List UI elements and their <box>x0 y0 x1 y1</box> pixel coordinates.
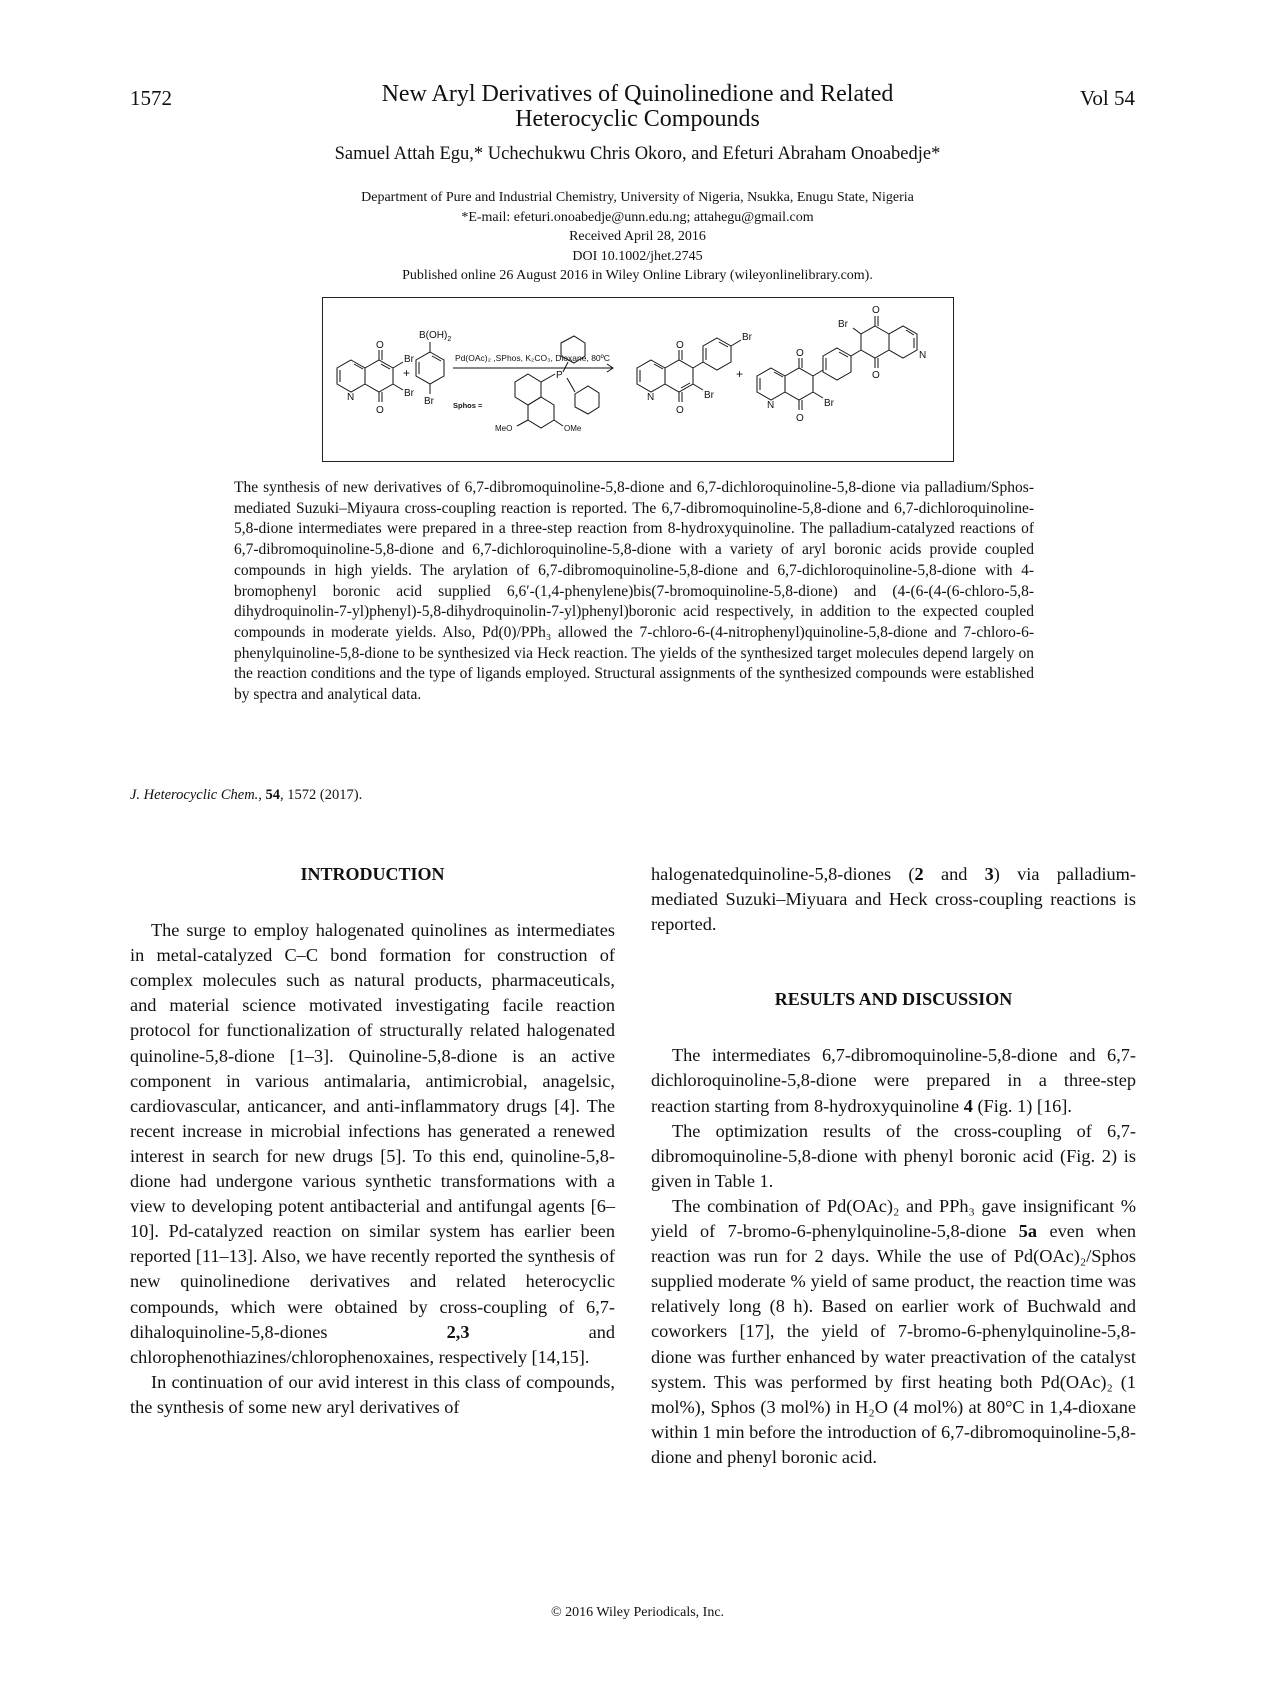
boronic-acid-subscript: 2 <box>447 336 452 343</box>
atom-ome: OMe <box>564 424 582 433</box>
intro-continuation <box>651 862 1136 937</box>
atom-br-3: Br <box>424 396 434 407</box>
intro-heading: INTRODUCTION <box>300 864 445 884</box>
reaction-scheme <box>322 297 954 462</box>
title-line-2: Heterocyclic Compounds <box>515 106 760 132</box>
email: *E-mail: efeturi.onoabedje@unn.edu.ng; attahegu@gmail.com <box>461 209 814 225</box>
scheme-plus-1: + <box>403 366 411 380</box>
citation-volume: 54 <box>265 787 281 803</box>
atom-o-6: O <box>796 413 804 424</box>
intro-p1-bold: 2,3 <box>446 1321 470 1342</box>
atom-n-1: N <box>347 392 355 403</box>
journal-citation <box>130 787 362 804</box>
article-meta <box>0 188 1275 286</box>
article-title <box>0 82 1275 132</box>
atom-o-7: O <box>872 305 880 316</box>
atom-o-4: O <box>676 405 684 416</box>
atom-n-4: N <box>919 350 927 361</box>
boronic-acid-label <box>419 330 451 343</box>
atom-br-5: Br <box>742 332 752 343</box>
r3b: 5a <box>1018 1221 1038 1242</box>
intro-paragraph-1 <box>130 918 615 1370</box>
published-line: Published online 26 August 2016 in Wiley Online Library (wileyonlinelibrary.com). <box>402 268 873 284</box>
atom-o-5: O <box>796 348 804 359</box>
scheme-plus-2: + <box>736 367 744 381</box>
r3a: The combination of Pd(OAc)₂ and PPh₃ gave insignificant % yield of 7-bromo-6-phenylquinoline-5,8-dione <box>651 1195 1136 1242</box>
received-date: Received April 28, 2016 <box>569 229 706 245</box>
volume-label: Vol 54 <box>1079 86 1135 110</box>
atom-o-8: O <box>872 370 880 381</box>
r1b: 4 <box>963 1095 973 1116</box>
results-paragraph-3 <box>651 1194 1136 1470</box>
cont-b1: 2 <box>914 864 924 884</box>
atom-meo: MeO <box>495 424 513 433</box>
cont-b2: 3 <box>984 864 994 884</box>
reaction-conditions: Pd(OAc)₂ ,SPhos, K₂CO₃, Dioxane, 80ºC <box>455 353 610 363</box>
atom-br-6: Br <box>824 398 834 409</box>
results-paragraph-1 <box>651 1043 1136 1118</box>
abstract: The synthesis of new derivatives of 6,7-dibromoquinoline-5,8-dione and 6,7-dichloroquinoline-5,8-dione via palladium/Sphos-mediated Suzuki–Miyaura cross-coupling reaction is reported. The 6,7-dibromoquinoline-5,8-dione and 6,7-dichloroquinoline-5,8-dione intermediates were prepared in a three-step reaction from 8-hydroxyquinoline. The palladium-catalyzed reactions of 6,7-dibromoquinoline-5,8-dione and 6,7-dichloroquinoline-5,8-dione with a variety of aryl boronic acids provide coupled compounds in high yields. The arylation of 6,7-dibromoquinoline-5,8-dione and 6,7-dichloroquinoline-5,8-dione with 4-bromophenyl boronic acid supplied 6,6′-(1,4-phenylene)bis(7-bromoquinoline-5,8-dione) and (4-(6-(4-(6-chloro-5,8-dihydroquinolin-7-yl)phenyl)-5,8-dihydroquinolin-7-yl)phenyl)boronic acid respectively, in addition to the expected coupled compounds in moderate yields. Also, Pd(0)/PPh₃ allowed the 7-chloro-6-(4-nitrophenyl)quinoline-5,8-dione and 7-chloro-6-phenylquinoline-5,8-dione to be synthesized via Heck reaction. The yields of the synthesized target molecules depend largely on the reaction conditions and the type of ligands employed. Structural assignments of the synthesized compounds were established by spectra and analytical data. <box>234 479 1034 704</box>
atom-n-3: N <box>767 400 775 411</box>
boronic-acid-text: B(OH) <box>419 330 448 341</box>
cont-a: halogenatedquinoline-5,8-diones ( <box>651 864 915 884</box>
title-line-1: New Aryl Derivatives of Quinolinedione and Related <box>381 81 894 107</box>
page-number: 1572 <box>130 86 172 110</box>
results-paragraph-2: The optimization results of the cross-coupling of 6,7-dibromoquinoline-5,8-dione with phenyl boronic acid (Fig. 2) is given in Table 1. <box>651 1120 1136 1191</box>
r1a: The intermediates 6,7-dibromoquinoline-5,8-dione and 6,7-dichloroquinoline-5,8-dione were prepared in a three-step reaction starting from 8-hydroxyquinoline <box>651 1045 1136 1116</box>
atom-n-2: N <box>647 392 655 403</box>
right-column <box>651 862 1136 1470</box>
atom-br-7: Br <box>838 319 848 330</box>
citation-rest: , 1572 (2017). <box>280 787 363 803</box>
intro-p1-text: The surge to employ halogenated quinolines as intermediates in metal-catalyzed C–C bond formation for construction of complex molecules such as natural products, pharmaceuticals, and material science motivated investigating facile reaction protocol for functionalization of structurally related halogenated quinoline-5,8-dione [1–3]. Quinoline-5,8-dione is an active component in various antimalaria, antimicrobial, anagelsic, cardiovascular, anticancer, and anti-inflammatory drugs [4]. The recent increase in microbial infections has generated a renewed interest in search for new drugs [5]. To this end, quinoline-5,8-dione had undergone various synthetic transformations with a view to developing potent antibacterial and antifungal agents [6–10]. Pd-catalyzed reaction on similar system has earlier been reported [11–13]. Also, we have recently reported the synthesis of new quinolinedione derivatives and related heterocyclic compounds, which were obtained by cross-coupling of 6,7-dihaloquinoline-5,8-diones <box>130 920 615 1342</box>
r1c: (Fig. 1) [16]. <box>972 1095 1072 1116</box>
doi: DOI 10.1002/jhet.2745 <box>572 248 703 264</box>
left-column <box>130 862 615 1420</box>
cont-and: and <box>923 864 985 884</box>
atom-o-1: O <box>376 340 384 351</box>
cont-c: ) via palladium-mediated Suzuki–Miyuara and Heck cross-coupling reactions is reported. <box>651 864 1136 935</box>
copyright-footer: © 2016 Wiley Periodicals, Inc. <box>550 1605 725 1620</box>
results-heading: RESULTS AND DISCUSSION <box>774 989 1013 1010</box>
atom-br-4: Br <box>704 390 714 401</box>
reaction-scheme-drawing <box>323 298 953 461</box>
sphos-label: Sphos = <box>453 401 483 410</box>
r3c: even when reaction was run for 2 days. While the use of Pd(OAc)₂/Sphos supplied moderate % yield of same product, the reaction time was relatively long (8 h). Based on earlier work of Buchwald and coworkers [17], the yield of 7-bromo-6-phenylquinoline-5,8-dione was further enhanced by water preactivation of the catalyst system. This was performed by first heating both Pd(OAc)₂ (1 mol%), Sphos (3 mol%) in H₂O (4 mol%) at 80°C in 1,4-dioxane within 1 min before the introduction of 6,7-dibromoquinoline-5,8-dione and phenyl boronic acid. <box>651 1221 1136 1467</box>
affiliation: Department of Pure and Industrial Chemistry, University of Nigeria, Nsukka, Enugu State, Nigeria <box>361 190 914 205</box>
intro-p1-end: and chlorophenothiazines/chlorophenoxaines, respectively [14,15]. <box>130 1321 615 1367</box>
authors: Samuel Attah Egu,* Uchechukwu Chris Okoro, and Efeturi Abraham Onoabedje* <box>334 144 941 164</box>
atom-br-2: Br <box>404 388 414 399</box>
intro-paragraph-2: In continuation of our avid interest in this class of compounds, the synthesis of some new aryl derivatives of <box>130 1371 615 1417</box>
citation-journal: J. Heterocyclic Chem. <box>130 787 259 803</box>
citation-sep: , <box>258 787 266 803</box>
atom-p: P <box>556 370 563 381</box>
atom-o-3: O <box>676 340 684 351</box>
atom-o-2: O <box>376 405 384 416</box>
atom-br-1: Br <box>404 354 414 365</box>
